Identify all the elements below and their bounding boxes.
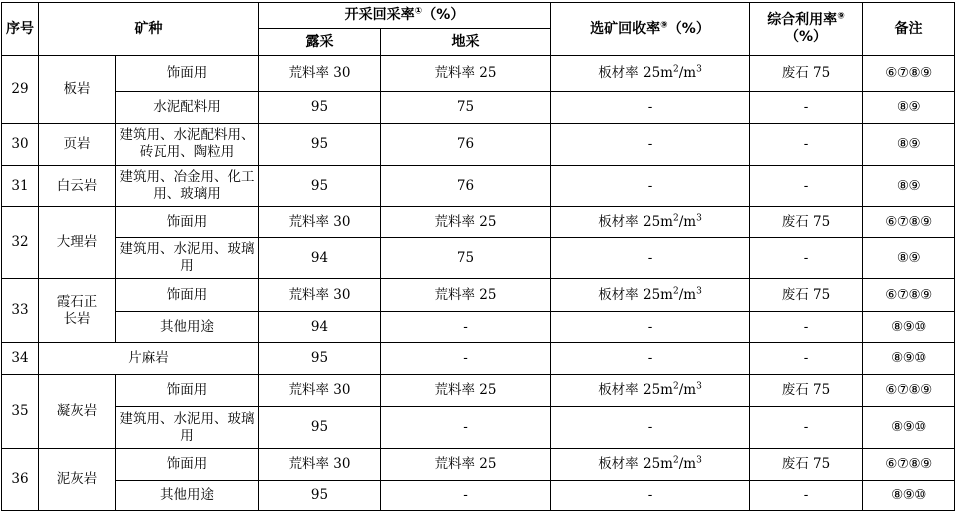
comprehensive-rate: 废石 75 bbox=[750, 279, 863, 312]
remarks-cell: ⑥⑦⑧⑨ bbox=[863, 449, 955, 480]
remarks-cell: ⑧⑨ bbox=[863, 124, 955, 166]
mineral-use: 饰面用 bbox=[116, 207, 259, 237]
underground-rate: 荒料率 25 bbox=[381, 374, 551, 407]
processing-rate: - bbox=[551, 165, 750, 207]
underground-rate: 荒料率 25 bbox=[381, 56, 551, 92]
comprehensive-rate: - bbox=[750, 237, 863, 279]
mineral-use: 其他用途 bbox=[116, 311, 259, 342]
processing-rate: 板材率 $25m^2/m^3$ bbox=[551, 449, 750, 480]
mineral-name: 泥灰岩 bbox=[39, 449, 116, 511]
open-pit-rate: 95 bbox=[259, 91, 381, 124]
processing-rate: - bbox=[551, 91, 750, 124]
processing-rate: - bbox=[551, 311, 750, 342]
mineral-use: 饰面用 bbox=[116, 279, 259, 312]
underground-rate: 荒料率 25 bbox=[381, 279, 551, 312]
mineral-use: 饰面用 bbox=[116, 56, 259, 92]
header-remarks: 备注 bbox=[863, 3, 955, 56]
recovery-rate-table bbox=[1, 2, 955, 511]
mineral-use: 建筑用、冶金用、化工用、玻璃用 bbox=[116, 165, 259, 207]
remarks-cell: ⑧⑨ bbox=[863, 165, 955, 207]
open-pit-rate: 荒料率 30 bbox=[259, 56, 381, 92]
header-mining-recovery: 开采回采率①（%） bbox=[259, 3, 551, 29]
processing-rate: - bbox=[551, 480, 750, 510]
processing-rate: 板材率 $25m^2/m^3$ bbox=[551, 374, 750, 407]
header-comprehensive-rate: 综合利用率⑨ （%） bbox=[750, 3, 863, 56]
remarks-cell: ⑧⑨ bbox=[863, 237, 955, 279]
remarks-cell: ⑧⑨⑩ bbox=[863, 407, 955, 449]
mineral-use: 其他用途 bbox=[116, 480, 259, 510]
comprehensive-rate: 废石 75 bbox=[750, 374, 863, 407]
row-number: 29 bbox=[2, 56, 39, 124]
underground-rate: - bbox=[381, 480, 551, 510]
remarks-cell: ⑧⑨⑩ bbox=[863, 480, 955, 510]
processing-rate: 板材率 $25m^2/m^3$ bbox=[551, 56, 750, 92]
mineral-name: 板岩 bbox=[39, 56, 116, 124]
processing-rate: 板材率 $25m^2/m^3$ bbox=[551, 279, 750, 312]
table-row bbox=[2, 91, 955, 124]
row-number: 33 bbox=[2, 279, 39, 343]
underground-rate: - bbox=[381, 311, 551, 342]
underground-rate: 75 bbox=[381, 237, 551, 279]
open-pit-rate: 荒料率 30 bbox=[259, 449, 381, 480]
processing-rate: 板材率 $25m^2/m^3$ bbox=[551, 207, 750, 237]
processing-rate: - bbox=[551, 124, 750, 166]
table-row bbox=[2, 237, 955, 279]
remarks-cell: ⑧⑨⑩ bbox=[863, 311, 955, 342]
row-number: 30 bbox=[2, 124, 39, 166]
open-pit-rate: 荒料率 30 bbox=[259, 207, 381, 237]
underground-rate: 荒料率 25 bbox=[381, 449, 551, 480]
underground-rate: 75 bbox=[381, 91, 551, 124]
mineral-use: 水泥配料用 bbox=[116, 91, 259, 124]
processing-rate: - bbox=[551, 343, 750, 374]
processing-rate: - bbox=[551, 407, 750, 449]
open-pit-rate: 94 bbox=[259, 311, 381, 342]
header-mineral: 矿种 bbox=[39, 3, 259, 56]
table-row bbox=[2, 343, 955, 374]
table-row bbox=[2, 449, 955, 480]
remarks-cell: ⑥⑦⑧⑨ bbox=[863, 279, 955, 312]
underground-rate: 荒料率 25 bbox=[381, 207, 551, 237]
table-row bbox=[2, 124, 955, 166]
row-number: 31 bbox=[2, 165, 39, 207]
mineral-use: 饰面用 bbox=[116, 449, 259, 480]
remarks-cell: ⑧⑨ bbox=[863, 91, 955, 124]
comprehensive-rate: - bbox=[750, 311, 863, 342]
mineral-name: 片麻岩 bbox=[39, 343, 259, 374]
open-pit-rate: 94 bbox=[259, 237, 381, 279]
open-pit-rate: 95 bbox=[259, 407, 381, 449]
row-number: 35 bbox=[2, 374, 39, 448]
mineral-name: 页岩 bbox=[39, 124, 116, 166]
table-row bbox=[2, 374, 955, 407]
open-pit-rate: 95 bbox=[259, 343, 381, 374]
comprehensive-rate: - bbox=[750, 165, 863, 207]
remarks-cell: ⑥⑦⑧⑨ bbox=[863, 207, 955, 237]
table-row bbox=[2, 279, 955, 312]
header-open-pit: 露采 bbox=[259, 29, 381, 56]
row-number: 34 bbox=[2, 343, 39, 374]
table-row bbox=[2, 407, 955, 449]
table-row bbox=[2, 311, 955, 342]
open-pit-rate: 95 bbox=[259, 480, 381, 510]
comprehensive-rate: - bbox=[750, 343, 863, 374]
underground-rate: - bbox=[381, 343, 551, 374]
comprehensive-rate: - bbox=[750, 480, 863, 510]
processing-rate: - bbox=[551, 237, 750, 279]
row-number: 32 bbox=[2, 207, 39, 279]
table-row bbox=[2, 165, 955, 207]
comprehensive-rate: 废石 75 bbox=[750, 449, 863, 480]
table-row bbox=[2, 56, 955, 92]
table-row bbox=[2, 207, 955, 237]
underground-rate: - bbox=[381, 407, 551, 449]
comprehensive-rate: - bbox=[750, 91, 863, 124]
header-seq: 序号 bbox=[2, 3, 39, 56]
underground-rate: 76 bbox=[381, 165, 551, 207]
remarks-cell: ⑧⑨⑩ bbox=[863, 343, 955, 374]
header-row-1 bbox=[2, 3, 955, 29]
header-underground: 地采 bbox=[381, 29, 551, 56]
comprehensive-rate: - bbox=[750, 124, 863, 166]
open-pit-rate: 95 bbox=[259, 124, 381, 166]
underground-rate: 76 bbox=[381, 124, 551, 166]
table-row bbox=[2, 480, 955, 510]
open-pit-rate: 荒料率 30 bbox=[259, 374, 381, 407]
mineral-use: 建筑用、水泥用、玻璃用 bbox=[116, 237, 259, 279]
open-pit-rate: 荒料率 30 bbox=[259, 279, 381, 312]
remarks-cell: ⑥⑦⑧⑨ bbox=[863, 56, 955, 92]
comprehensive-rate: 废石 75 bbox=[750, 56, 863, 92]
open-pit-rate: 95 bbox=[259, 165, 381, 207]
comprehensive-rate: - bbox=[750, 407, 863, 449]
mineral-name: 白云岩 bbox=[39, 165, 116, 207]
mineral-use: 饰面用 bbox=[116, 374, 259, 407]
mineral-use: 建筑用、水泥配料用、砖瓦用、陶粒用 bbox=[116, 124, 259, 166]
header-processing-recovery: 选矿回收率⑨（%） bbox=[551, 3, 750, 56]
mineral-name: 霞石正长岩 bbox=[39, 279, 116, 343]
mineral-name: 大理岩 bbox=[39, 207, 116, 279]
mineral-use: 建筑用、水泥用、玻璃用 bbox=[116, 407, 259, 449]
mineral-name: 凝灰岩 bbox=[39, 374, 116, 448]
remarks-cell: ⑥⑦⑧⑨ bbox=[863, 374, 955, 407]
comprehensive-rate: 废石 75 bbox=[750, 207, 863, 237]
row-number: 36 bbox=[2, 449, 39, 511]
